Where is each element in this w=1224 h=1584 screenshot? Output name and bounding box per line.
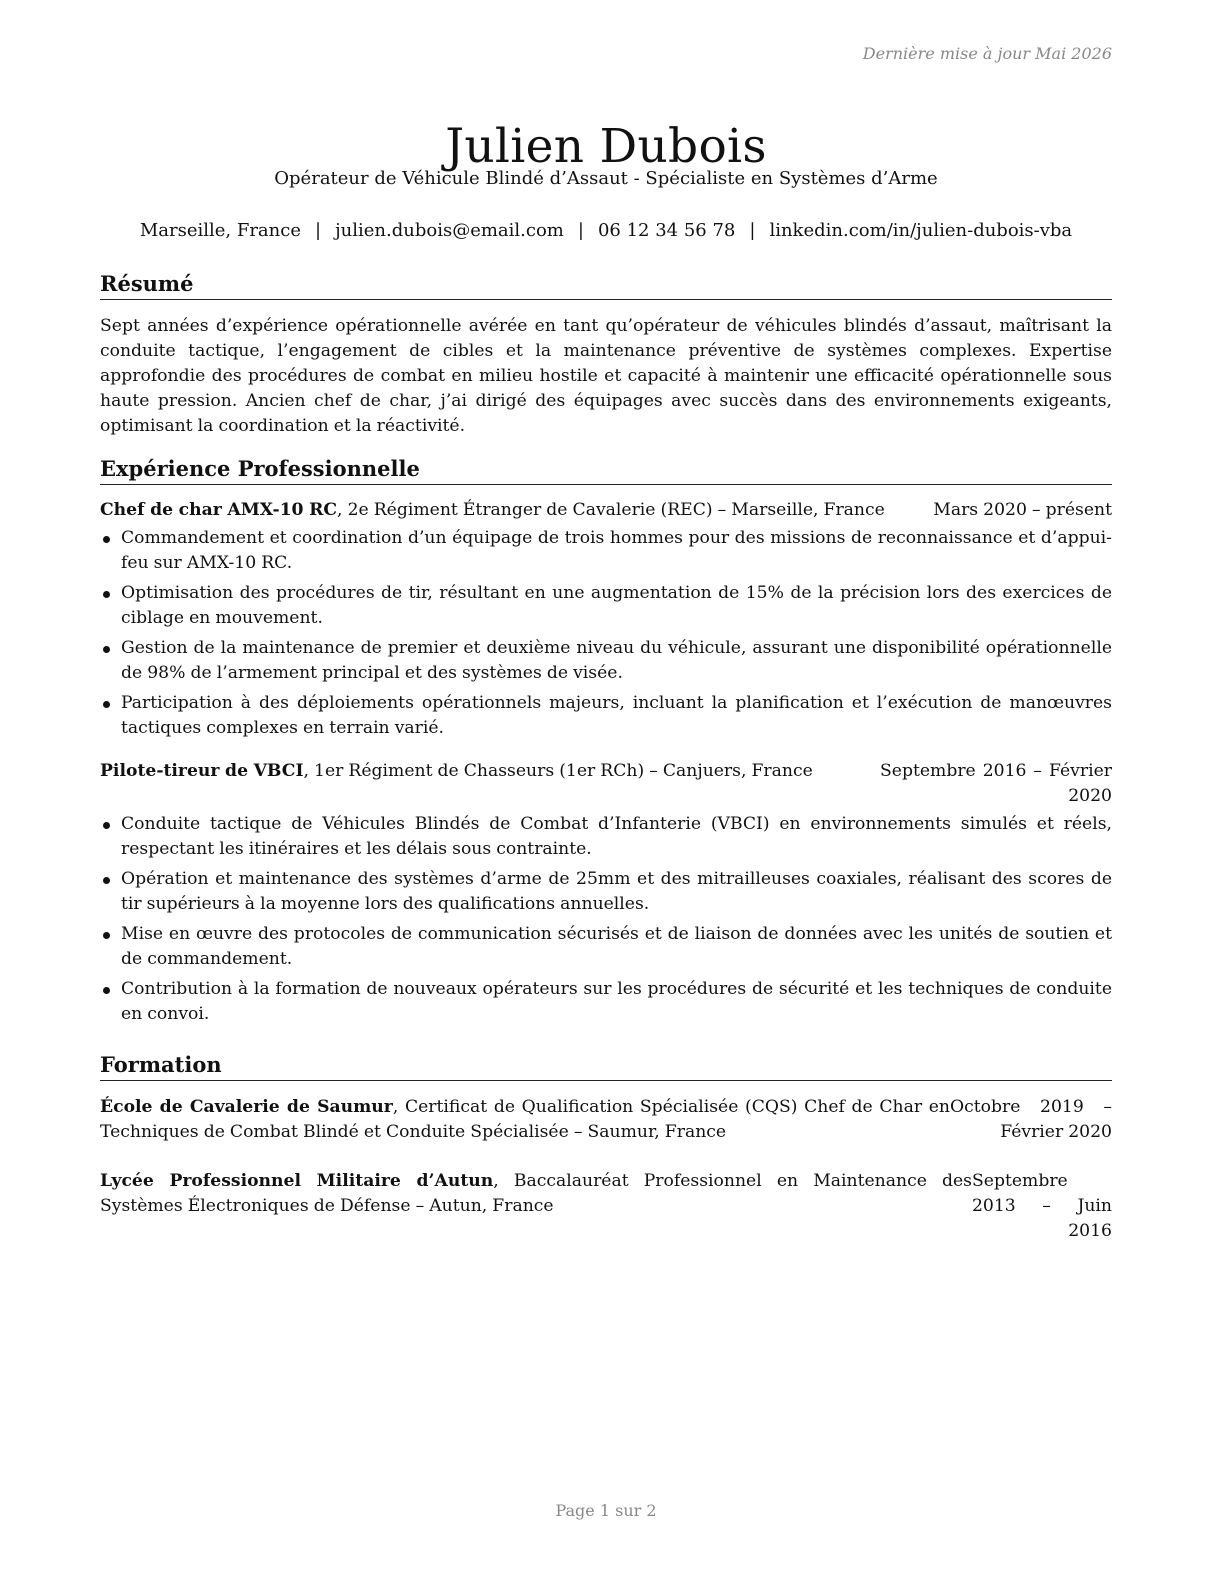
resume-page (100, 0, 1112, 1584)
job-role-org (100, 759, 860, 784)
education-dates: Octobre 2019 – Février 2020 (950, 1097, 1112, 1142)
job-bullet: Opération et maintenance des systèmes d’arme de 25mm et des mitrailleuses coaxiales, réalisant des scores de tir supérieurs à la moyenne lors des qualifications annuelles. (100, 867, 1112, 917)
job-org: , 2e Régiment Étranger de Cavalerie (REC) – Marseille, France (337, 500, 885, 520)
contact-separator: | (315, 220, 322, 241)
job-bullets (100, 812, 1112, 1027)
contact-phone[interactable]: 06 12 34 56 78 (597, 220, 736, 241)
last-updated: Dernière mise à jour Mai 2026 (862, 44, 1112, 63)
job-bullet: Contribution à la formation de nouveaux opérateurs sur les procédures de sécurité et les techniques de conduite en convoi. (100, 977, 1112, 1027)
job-entry (100, 498, 1112, 741)
contact-separator: | (749, 220, 756, 241)
job-role-org (100, 498, 913, 523)
job-title: Opérateur de Véhicule Blindé d’Assaut - Spécialiste en Systèmes d’Arme (274, 168, 938, 189)
education-detail: , Certificat de Qualification Spécialisée (CQS) Chef de Char en Techniques de Combat Blindé et Conduite Spécialisée – Saumur, France (100, 1097, 950, 1142)
job-header (100, 498, 1112, 523)
contact-linkedin[interactable]: linkedin.com/in/julien-dubois-vba (769, 220, 1073, 241)
job-bullets (100, 526, 1112, 741)
job-bullet: Participation à des déploiements opérationnels majeurs, incluant la planification et l’exécution de manœuvres tactiques complexes en terrain varié. (100, 691, 1112, 741)
contact-separator: | (577, 220, 584, 241)
job-header (100, 759, 1112, 809)
summary-text: Sept années d’expérience opérationnelle avérée en tant qu’opérateur de véhicules blindés d’assaut, maîtrisant la conduite tactique, l’engagement de cibles et la maintenance préventive de systèmes complexes. Expertise approfondie des procédures de combat en milieu hostile et capacité à maintenir une efficacité opérationnelle sous haute pression. Ancien chef de char, j’ai dirigé des équipages avec succès dans des environnements exigeants, optimisant la coordination et la réactivité. (100, 316, 1112, 436)
experience-section (100, 456, 1112, 1027)
job-bullet: Mise en œuvre des protocoles de communication sécurisés et de liaison de données avec les unités de soutien et de commandement. (100, 922, 1112, 972)
education-school: Lycée Professionnel Militaire d’Autun (100, 1171, 494, 1191)
job-role: Chef de char AMX-10 RC (100, 500, 338, 520)
education-detail: , Baccalauréat Professionnel en Maintenance des Systèmes Électroniques de Défense – Autun, France (100, 1171, 972, 1216)
education-school: École de Cavalerie de Saumur (100, 1097, 393, 1117)
section-title-summary: Résumé (100, 271, 1112, 300)
contact-email[interactable]: julien.dubois@email.com (335, 220, 564, 241)
contact-line (100, 219, 1112, 243)
section-title-education: Formation (100, 1052, 1112, 1081)
contact-location: Marseille, France (139, 220, 301, 241)
summary-section (100, 271, 1112, 439)
job-bullet: Commandement et coordination d’un équipage de trois hommes pour des missions de reconnaissance et d’appui-feu sur AMX-10 RC. (100, 526, 1112, 576)
education-section (100, 1052, 1112, 1244)
job-entry (100, 759, 1112, 1027)
job-org: , 1er Régiment de Chasseurs (1er RCh) – Canjuers, France (303, 761, 813, 781)
page-number: Page 1 sur 2 (555, 1501, 657, 1520)
job-bullet: Optimisation des procédures de tir, résultant en une augmentation de 15% de la précision lors des exercices de ciblage en mouvement. (100, 581, 1112, 631)
candidate-name: Julien Dubois (445, 119, 767, 175)
education-school-detail (100, 1095, 950, 1145)
job-bullet: Gestion de la maintenance de premier et deuxième niveau du véhicule, assurant une disponibilité opérationnelle de 98% de l’armement principal et des systèmes de visée. (100, 636, 1112, 686)
education-school-detail (100, 1169, 972, 1219)
job-dates: Septembre 2016 – Février 2020 (880, 761, 1112, 806)
education-entry (100, 1169, 1112, 1244)
section-title-experience: Expérience Professionnelle (100, 456, 1112, 485)
education-dates: Septembre 2013 – Juin 2016 (972, 1171, 1112, 1241)
education-entry (100, 1095, 1112, 1145)
job-bullet: Conduite tactique de Véhicules Blindés de Combat d’Infanterie (VBCI) en environnements simulés et réels, respectant les itinéraires et les délais sous contrainte. (100, 812, 1112, 862)
job-role: Pilote-tireur de VBCI (100, 761, 304, 781)
job-dates: Mars 2020 – présent (933, 500, 1112, 520)
